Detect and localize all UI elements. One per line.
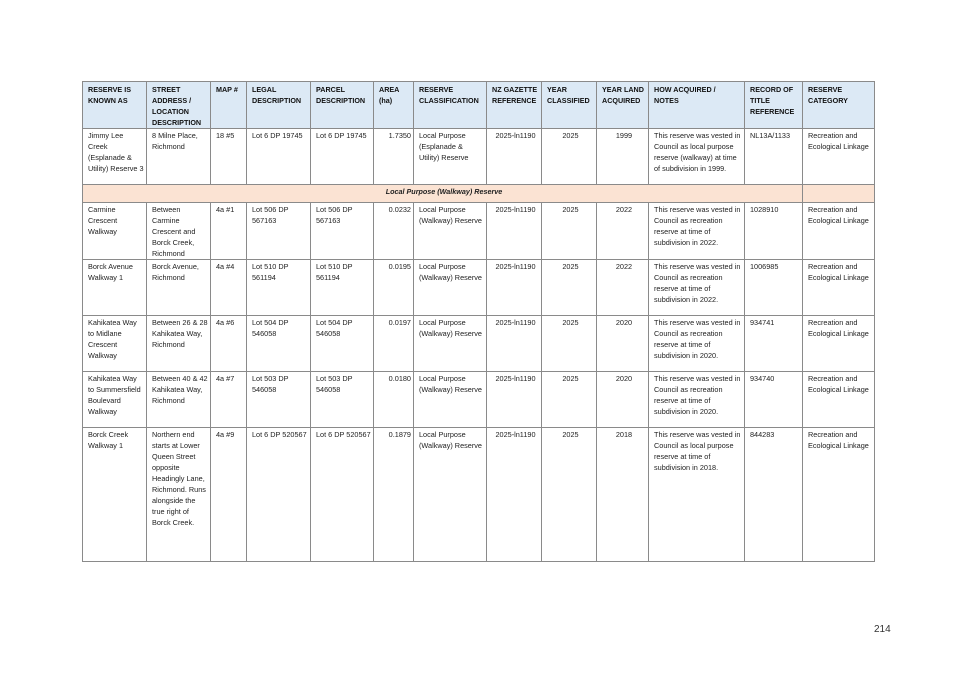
cell-parcel-description: Lot 510 DP 561194 (311, 260, 374, 316)
table-row (83, 428, 875, 562)
cell-gazette-reference: 2025-ln1190 (487, 372, 542, 428)
header-year-land-acquired: YEAR LAND ACQUIRED (597, 82, 649, 129)
cell-parcel-description: Lot 6 DP 19745 (311, 129, 374, 185)
cell-year-acquired: 2022 (597, 260, 649, 316)
cell-year-acquired: 2018 (597, 428, 649, 562)
section-spacer-cell (803, 185, 875, 203)
header-parcel-description: PARCEL DESCRIPTION (311, 82, 374, 129)
cell-reserve-name: Borck Avenue Walkway 1 (83, 260, 147, 316)
cell-reserve-classification: Local Purpose (Walkway) Reserve (414, 372, 487, 428)
cell-reserve-category: Recreation and Ecological Linkage (803, 203, 875, 260)
cell-area: 0.0195 (374, 260, 414, 316)
cell-year-classified: 2025 (542, 203, 597, 260)
cell-year-acquired: 1999 (597, 129, 649, 185)
cell-gazette-reference: 2025-ln1190 (487, 260, 542, 316)
cell-map: 18 #5 (211, 129, 247, 185)
table-row (83, 260, 875, 316)
cell-gazette-reference: 2025-ln1190 (487, 203, 542, 260)
cell-how-acquired: This reserve was vested in Council as local purpose reserve at time of subdivision in 2018. (649, 428, 745, 562)
header-nz-gazette-reference: NZ GAZETTE REFERENCE (487, 82, 542, 129)
header-record-of-title: RECORD OF TITLE REFERENCE (745, 82, 803, 129)
cell-legal-description: Lot 506 DP 567163 (247, 203, 311, 260)
cell-street-address: Borck Avenue, Richmond (147, 260, 211, 316)
cell-reserve-name: Borck Creek Walkway 1 (83, 428, 147, 562)
cell-title-reference: NL13A/1133 (745, 129, 803, 185)
table-row (83, 316, 875, 372)
cell-legal-description: Lot 504 DP 546058 (247, 316, 311, 372)
cell-parcel-description: Lot 6 DP 520567 (311, 428, 374, 562)
cell-map: 4a #9 (211, 428, 247, 562)
cell-map: 4a #6 (211, 316, 247, 372)
cell-year-acquired: 2022 (597, 203, 649, 260)
cell-reserve-name: Jimmy Lee Creek (Esplanade & Utility) Reserve 3 (83, 129, 147, 185)
table-row (83, 129, 875, 185)
cell-year-classified: 2025 (542, 428, 597, 562)
header-how-acquired: HOW ACQUIRED / NOTES (649, 82, 745, 129)
cell-reserve-classification: Local Purpose (Walkway) Reserve (414, 203, 487, 260)
cell-reserve-category: Recreation and Ecological Linkage (803, 260, 875, 316)
header-row (83, 82, 875, 129)
cell-year-classified: 2025 (542, 129, 597, 185)
cell-how-acquired: This reserve was vested in Council as recreation reserve at time of subdivision in 2022. (649, 203, 745, 260)
cell-map: 4a #1 (211, 203, 247, 260)
header-area: AREA (ha) (374, 82, 414, 129)
cell-area: 1.7350 (374, 129, 414, 185)
cell-area: 0.0197 (374, 316, 414, 372)
header-reserve-name: RESERVE IS KNOWN AS (83, 82, 147, 129)
header-street-address: STREET ADDRESS / LOCATION DESCRIPTION (147, 82, 211, 129)
cell-title-reference: 1028910 (745, 203, 803, 260)
cell-legal-description: Lot 6 DP 19745 (247, 129, 311, 185)
cell-how-acquired: This reserve was vested in Council as local purpose reserve (walkway) at time of subdivision in 1999. (649, 129, 745, 185)
cell-legal-description: Lot 6 DP 520567 (247, 428, 311, 562)
cell-how-acquired: This reserve was vested in Council as recreation reserve at time of subdivision in 2020. (649, 316, 745, 372)
cell-legal-description: Lot 503 DP 546058 (247, 372, 311, 428)
cell-reserve-name: Kahikatea Way to Midlane Crescent Walkway (83, 316, 147, 372)
cell-gazette-reference: 2025-ln1190 (487, 428, 542, 562)
cell-gazette-reference: 2025-ln1190 (487, 316, 542, 372)
cell-reserve-category: Recreation and Ecological Linkage (803, 372, 875, 428)
header-reserve-classification: RESERVE CLASSIFICATION (414, 82, 487, 129)
section-title: Local Purpose (Walkway) Reserve (83, 185, 803, 203)
cell-reserve-category: Recreation and Ecological Linkage (803, 316, 875, 372)
cell-map: 4a #4 (211, 260, 247, 316)
cell-parcel-description: Lot 506 DP 567163 (311, 203, 374, 260)
cell-title-reference: 934740 (745, 372, 803, 428)
cell-area: 0.0232 (374, 203, 414, 260)
cell-reserve-category: Recreation and Ecological Linkage (803, 428, 875, 562)
cell-street-address: Between Carmine Crescent and Borck Creek, Richmond (147, 203, 211, 260)
walkway-rows (83, 203, 875, 562)
cell-year-acquired: 2020 (597, 372, 649, 428)
header-legal-description: LEGAL DESCRIPTION (247, 82, 311, 129)
cell-parcel-description: Lot 504 DP 546058 (311, 316, 374, 372)
cell-street-address: Northern end starts at Lower Queen Street opposite Headingly Lane, Richmond. Runs alongside the true right of Borck Creek. (147, 428, 211, 562)
cell-reserve-classification: Local Purpose (Walkway) Reserve (414, 316, 487, 372)
cell-map: 4a #7 (211, 372, 247, 428)
cell-reserve-name: Kahikatea Way to Summersfield Boulevard Walkway (83, 372, 147, 428)
cell-year-classified: 2025 (542, 372, 597, 428)
cell-area: 0.1879 (374, 428, 414, 562)
cell-year-acquired: 2020 (597, 316, 649, 372)
cell-reserve-classification: Local Purpose (Walkway) Reserve (414, 428, 487, 562)
header-year-classified: YEAR CLASSIFIED (542, 82, 597, 129)
cell-reserve-name: Carmine Crescent Walkway (83, 203, 147, 260)
cell-street-address: Between 40 & 42 Kahikatea Way, Richmond (147, 372, 211, 428)
cell-how-acquired: This reserve was vested in Council as recreation reserve at time of subdivision in 2022. (649, 260, 745, 316)
cell-year-classified: 2025 (542, 260, 597, 316)
table-row (83, 372, 875, 428)
cell-title-reference: 844283 (745, 428, 803, 562)
cell-street-address: 8 Milne Place, Richmond (147, 129, 211, 185)
cell-gazette-reference: 2025-ln1190 (487, 129, 542, 185)
page-number: 214 (874, 624, 891, 635)
cell-parcel-description: Lot 503 DP 546058 (311, 372, 374, 428)
table-row (83, 203, 875, 260)
cell-street-address: Between 26 & 28 Kahikatea Way, Richmond (147, 316, 211, 372)
header-reserve-category: RESERVE CATEGORY (803, 82, 875, 129)
cell-reserve-category: Recreation and Ecological Linkage (803, 129, 875, 185)
cell-how-acquired: This reserve was vested in Council as recreation reserve at time of subdivision in 2020. (649, 372, 745, 428)
cell-reserve-classification: Local Purpose (Walkway) Reserve (414, 260, 487, 316)
cell-year-classified: 2025 (542, 316, 597, 372)
reserves-table (82, 81, 875, 562)
cell-title-reference: 934741 (745, 316, 803, 372)
cell-title-reference: 1006985 (745, 260, 803, 316)
cell-reserve-classification: Local Purpose (Esplanade & Utility) Reserve (414, 129, 487, 185)
cell-area: 0.0180 (374, 372, 414, 428)
cell-legal-description: Lot 510 DP 561194 (247, 260, 311, 316)
section-row (83, 185, 875, 203)
header-map: MAP # (211, 82, 247, 129)
